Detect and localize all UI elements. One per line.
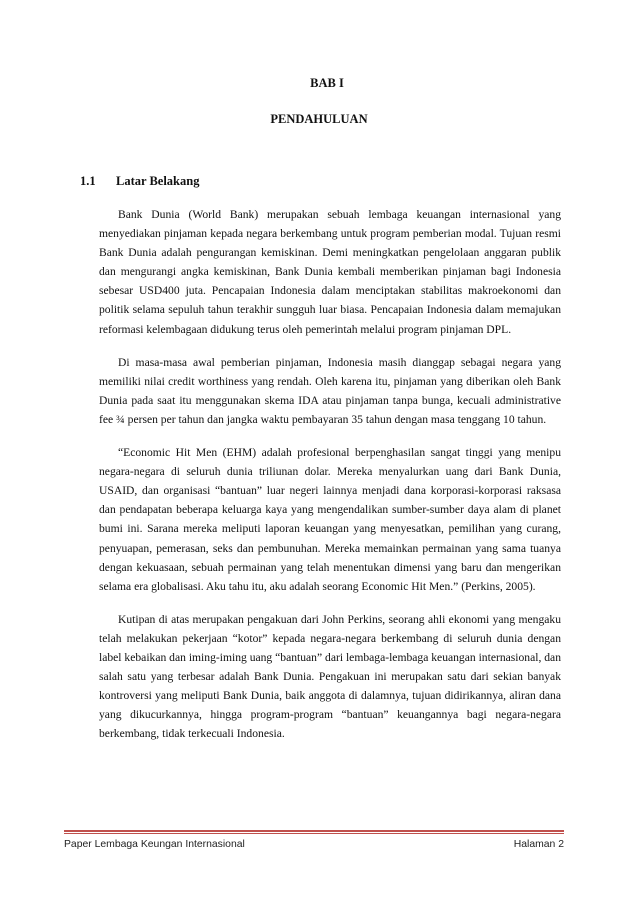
- paragraph: “Economic Hit Men (EHM) adalah profesional berpenghasilan sangat tinggi yang menipu negara-negara di seluruh dunia triliunan dolar. Mereka menyalurkan uang dari Bank Dunia, USAID, dan organisasi “bantuan” luar negeri lainnya menjadi dana korporasi-korporasi raksasa dan pendapatan beberapa keluarga kaya yang mengendalikan sumber-sumber daya alam di planet bumi ini. Sarana mereka meliputi laporan keuangan yang menyesatkan, pemilihan yang curang, penyuapan, pemerasan, seks dan pembunuhan. Mereka memainkan permainan yang sama tuanya dengan kekuasaan, sebuah permainan yang telah menentukan dimensi yang baru dan mengerikan selama era globalisasi. Aku tahu itu, aku adalah seorang Economic Hit Men.” (Perkins, 2005).: [99, 446, 561, 593]
- page-number: Halaman 2: [513, 839, 564, 850]
- chapter-number: BAB I: [310, 76, 344, 90]
- footer-rule-thin: [64, 833, 564, 834]
- section-heading: [80, 174, 199, 189]
- paragraph: Di masa-masa awal pemberian pinjaman, Indonesia masih dianggap sebagai negara yang memiliki nilai credit worthiness yang rendah. Oleh karena itu, pinjaman yang diberikan oleh Bank Dunia pada saat itu menggunakan skema IDA atau pinjaman tanpa bunga, kecuali administrative fee ¾ persen per tahun dan jangka waktu pembayaran 35 tahun dengan masa tenggang 10 tahun.: [99, 355, 561, 426]
- page-footer: [64, 830, 564, 850]
- paragraph: Bank Dunia (World Bank) merupakan sebuah lembaga keuangan internasional yang menyediakan pinjaman kepada negara berkembang untuk program pemberian modal. Tujuan resmi Bank Dunia adalah pengurangan kemiskinan. Demi meningkatkan pengelolaan anggaran publik dan mengurangi angka kemiskinan, Bank Dunia kembali memberikan pinjaman bagi Indonesia sebesar USD400 juta. Pencapaian Indonesia dalam menciptakan stabilitas makroekonomi dan politik selama sepuluh tahun terakhir sungguh luar biasa. Pencapaian Indonesia dalam memajukan reformasi kelembagaan didukung terus oleh pemerintah melalui program pinjaman DPL.: [99, 208, 561, 336]
- section-title: Latar Belakang: [116, 174, 200, 188]
- paragraph: Kutipan di atas merupakan pengakuan dari John Perkins, seorang ahli ekonomi yang mengaku telah melakukan pekerjaan “kotor” kepada negara-negara berkembang di seluruh dunia dengan label kebaikan dan iming-iming uang “bantuan” dari lembaga-lembaga keuangan internasional, dan salah satu yang terbesar adalah Bank Dunia. Pengakuan ini merupakan satu dari sekian banyak kontroversi yang meliputi Bank Dunia, baik anggota di dalamnya, tujuan didirikannya, aliran dana yang dikucurkannya, hingga program-program “bantuan” keuangannya bagi negara-negara berkembang, tidak terkecuali Indonesia.: [99, 612, 561, 741]
- chapter-title: PENDAHULUAN: [270, 112, 368, 126]
- footer-title: Paper Lembaga Keungan Internasional: [64, 839, 245, 850]
- body-text: [99, 205, 561, 757]
- footer-rule: [64, 830, 564, 832]
- section-number: 1.1: [80, 174, 96, 188]
- footer-row: [64, 839, 564, 850]
